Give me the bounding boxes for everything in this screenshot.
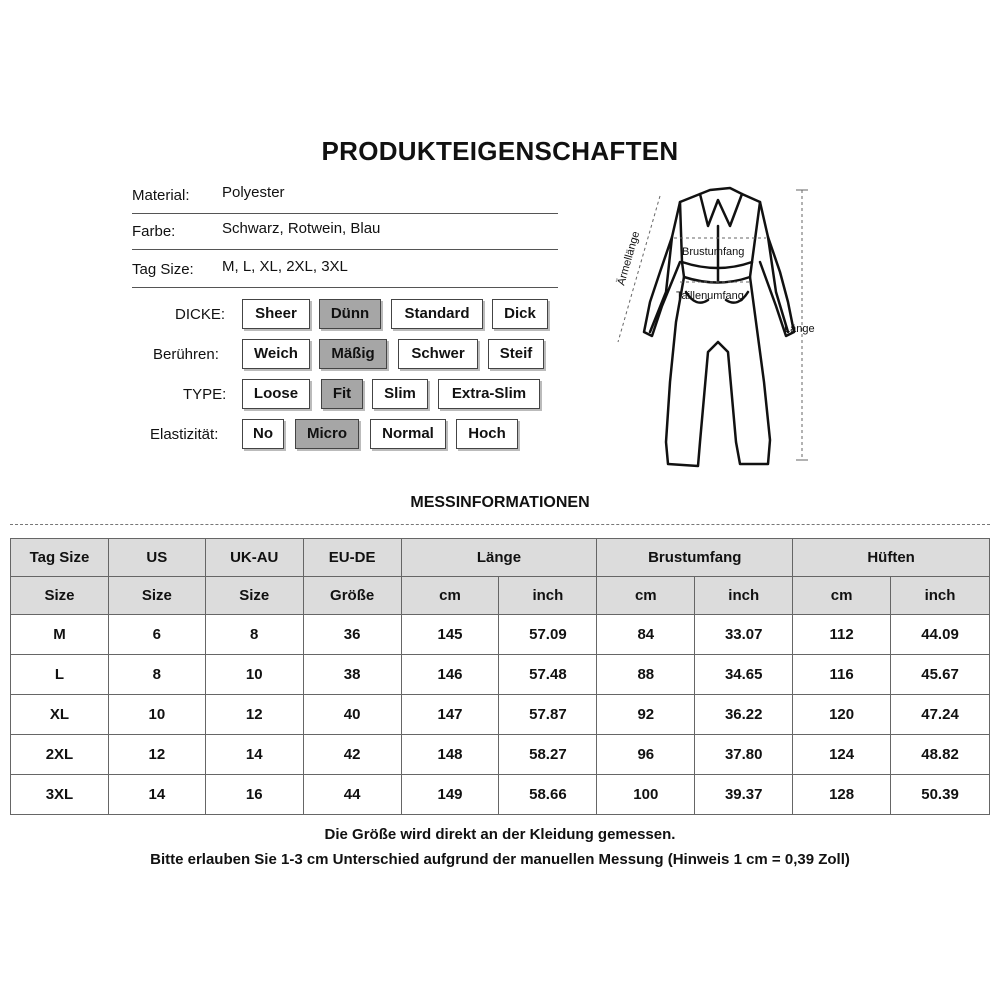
table-cell: 3XL (11, 775, 109, 815)
table-cell: 57.87 (499, 695, 597, 735)
attribute-label: TYPE: (183, 386, 227, 403)
table-cell: 145 (401, 615, 499, 655)
table-cell: 36.22 (695, 695, 793, 735)
table-cell: 34.65 (695, 655, 793, 695)
property-value: Schwarz, Rotwein, Blau (222, 220, 381, 237)
option-micro-selected: Micro (295, 419, 359, 449)
option-loose: Loose (242, 379, 310, 409)
page-title: PRODUKTEIGENSCHAFTEN (321, 136, 679, 166)
table-cell: 44 (303, 775, 401, 815)
table-cell: 147 (401, 695, 499, 735)
table-cell: 44.09 (891, 615, 990, 655)
option-schwer: Schwer (398, 339, 478, 369)
length-label: Länge (784, 323, 815, 335)
subheader-cell: inch (695, 577, 793, 615)
table-subheader-row (11, 577, 990, 615)
property-row-material (132, 178, 558, 214)
table-cell: 120 (793, 695, 891, 735)
table-cell: 8 (205, 615, 303, 655)
option-extra-slim: Extra-Slim (438, 379, 540, 409)
dashed-divider (10, 524, 990, 525)
option-no: No (242, 419, 284, 449)
option-maessig-selected: Mäßig (319, 339, 387, 369)
table-cell: M (11, 615, 109, 655)
table-cell: 149 (401, 775, 499, 815)
table-cell: 2XL (11, 735, 109, 775)
subheader-cell: Size (108, 577, 205, 615)
option-dick: Dick (492, 299, 548, 329)
option-weich: Weich (242, 339, 310, 369)
option-slim: Slim (372, 379, 428, 409)
subheader-cell: inch (891, 577, 990, 615)
property-value: M, L, XL, 2XL, 3XL (222, 258, 348, 275)
table-header-row (11, 539, 990, 577)
table-row (11, 775, 990, 815)
table-cell: 37.80 (695, 735, 793, 775)
option-standard: Standard (391, 299, 483, 329)
header-cell: UK-AU (205, 539, 303, 577)
table-cell: 48.82 (891, 735, 990, 775)
table-cell: 84 (597, 615, 695, 655)
table-cell: XL (11, 695, 109, 735)
table-cell: 57.48 (499, 655, 597, 695)
header-cell: Brustumfang (597, 539, 793, 577)
table-cell: 40 (303, 695, 401, 735)
header-cell: Hüften (793, 539, 990, 577)
table-cell: 38 (303, 655, 401, 695)
header-cell: Länge (401, 539, 597, 577)
table-cell: 58.27 (499, 735, 597, 775)
subheader-cell: Size (11, 577, 109, 615)
measurement-title: MESSINFORMATIONEN (410, 494, 590, 511)
waist-label: Taillenumfang (676, 290, 744, 302)
table-cell: 148 (401, 735, 499, 775)
header-cell: Tag Size (11, 539, 109, 577)
table-cell: 50.39 (891, 775, 990, 815)
header-cell: EU-DE (303, 539, 401, 577)
property-row-tag-size (132, 252, 558, 288)
subheader-cell: inch (499, 577, 597, 615)
table-cell: 10 (108, 695, 205, 735)
table-cell: 36 (303, 615, 401, 655)
table-cell: 58.66 (499, 775, 597, 815)
table-row (11, 695, 990, 735)
table-cell: 6 (108, 615, 205, 655)
table-cell: 14 (108, 775, 205, 815)
attribute-label: Elastizität: (150, 426, 219, 443)
attribute-label: Berühren: (153, 346, 219, 363)
table-cell: 33.07 (695, 615, 793, 655)
table-cell: 16 (205, 775, 303, 815)
subheader-cell: Größe (303, 577, 401, 615)
subheader-cell: cm (597, 577, 695, 615)
table-cell: 96 (597, 735, 695, 775)
option-sheer: Sheer (242, 299, 310, 329)
table-cell: 12 (108, 735, 205, 775)
table-cell: L (11, 655, 109, 695)
table-cell: 92 (597, 695, 695, 735)
option-fit-selected: Fit (321, 379, 363, 409)
table-row (11, 655, 990, 695)
table-cell: 42 (303, 735, 401, 775)
table-cell: 8 (108, 655, 205, 695)
chest-label: Brustumfang (682, 246, 745, 258)
table-cell: 57.09 (499, 615, 597, 655)
size-table (10, 538, 990, 815)
table-cell: 39.37 (695, 775, 793, 815)
table-cell: 45.67 (891, 655, 990, 695)
property-row-color (132, 214, 558, 250)
table-cell: 47.24 (891, 695, 990, 735)
table-cell: 124 (793, 735, 891, 775)
note-line-2: Bitte erlauben Sie 1-3 cm Unterschied aufgrund der manuellen Messung (Hinweis 1 cm = 0,39 Zoll) (150, 851, 850, 868)
option-normal: Normal (370, 419, 446, 449)
subheader-cell: cm (793, 577, 891, 615)
property-value: Polyester (222, 184, 285, 201)
table-cell: 128 (793, 775, 891, 815)
jumpsuit-illustration (600, 182, 820, 472)
table-row (11, 615, 990, 655)
table-cell: 146 (401, 655, 499, 695)
table-cell: 112 (793, 615, 891, 655)
header-cell: US (108, 539, 205, 577)
attribute-label: DICKE: (175, 306, 226, 323)
property-label: Tag Size: (132, 261, 194, 278)
table-cell: 100 (597, 775, 695, 815)
table-cell: 88 (597, 655, 695, 695)
option-steif: Steif (488, 339, 544, 369)
property-label: Material: (132, 187, 190, 204)
option-hoch: Hoch (456, 419, 518, 449)
table-body (11, 615, 990, 815)
note-line-1: Die Größe wird direkt an der Kleidung gemessen. (324, 826, 676, 843)
table-cell: 116 (793, 655, 891, 695)
subheader-cell: cm (401, 577, 499, 615)
table-cell: 10 (205, 655, 303, 695)
subheader-cell: Size (205, 577, 303, 615)
table-row (11, 735, 990, 775)
property-label: Farbe: (132, 223, 176, 240)
table-cell: 12 (205, 695, 303, 735)
option-duenn-selected: Dünn (319, 299, 381, 329)
table-cell: 14 (205, 735, 303, 775)
sleeve-label: Ärmellänge (615, 230, 643, 287)
